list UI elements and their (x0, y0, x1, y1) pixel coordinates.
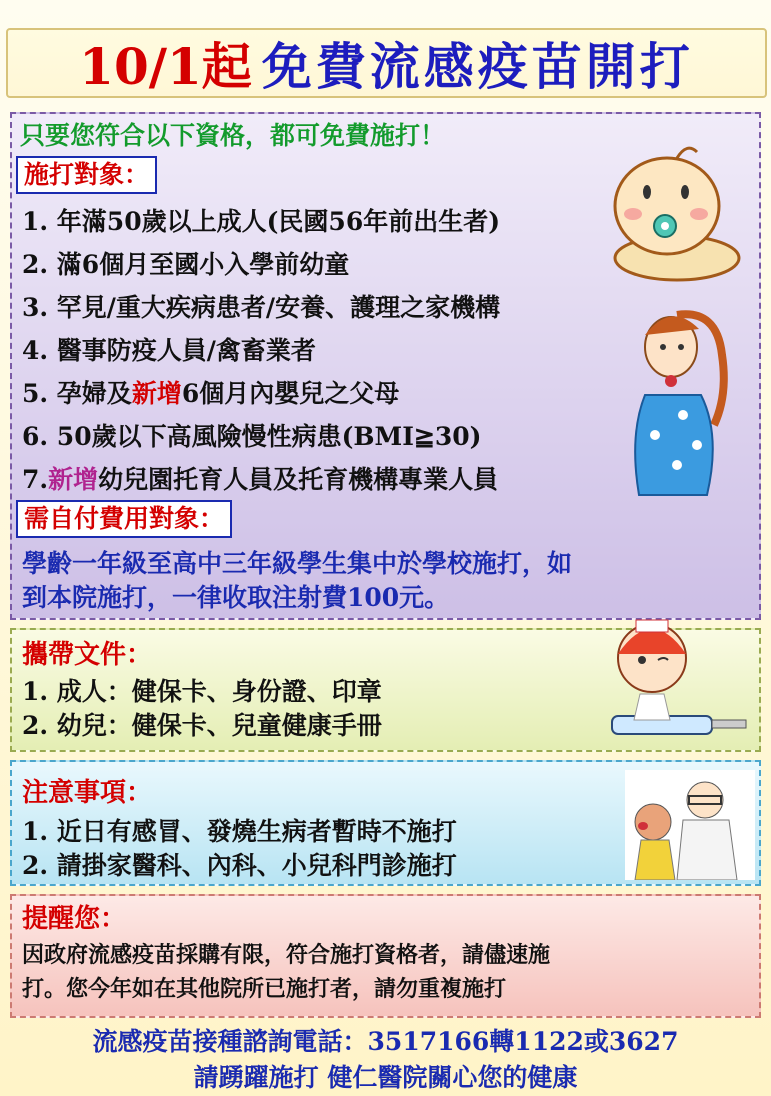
documents-item-2: 2. 幼兒：健保卡、兒童健康手冊 (22, 711, 382, 740)
footer-phone: 流感疫苗接種諮詢電話：3517166轉1122或3627 (92, 1027, 679, 1056)
reminder-heading: 提醒您： (22, 904, 127, 934)
eligibility-intro: 只要您符合以下資格，都可免費施打！ (20, 121, 446, 150)
title-date: 10/1起 (79, 37, 252, 96)
pregnant-woman-illustration (625, 305, 735, 510)
eligibility-item-3: 3. 罕見/重大疾病患者/安養、護理之家機構 (22, 293, 501, 322)
nurse-with-syringe-illustration (600, 610, 755, 750)
reminder-line-1: 因政府流感疫苗採購有限，符合施打資格者，請儘速施 (22, 942, 551, 968)
eligibility-heading: 施打對象： (16, 156, 157, 194)
notes-item-1: 1. 近日有感冒、發燒生病者暫時不施打 (22, 817, 457, 846)
self-pay-line-2: 到本院施打，一律收取注射費100元。 (22, 583, 450, 612)
baby-illustration (605, 140, 755, 290)
item5-text-b: 6個月內嬰兒之父母 (181, 379, 400, 408)
item5-text-a: 5. 孕婦及 (22, 379, 132, 408)
documents-heading: 攜帶文件： (22, 640, 153, 670)
notes-item-2: 2. 請掛家醫科、內科、小兒科門診施打 (22, 851, 457, 880)
self-pay-heading: 需自付費用對象： (16, 500, 232, 538)
footer-slogan: 請踴躍施打 健仁醫院關心您的健康 (193, 1063, 578, 1092)
documents-item-1: 1. 成人：健保卡、身份證、印章 (22, 677, 382, 706)
item7-new-badge: 新增 (48, 465, 99, 494)
eligibility-item-6: 6. 50歲以下高風險慢性病患(BMI≧30) (22, 422, 482, 451)
poster-title (6, 28, 767, 98)
self-pay-line-1: 學齡一年級至高中三年級學生集中於學校施打，如 (22, 549, 573, 578)
eligibility-item-4: 4. 醫事防疫人員/禽畜業者 (22, 336, 316, 365)
item5-new-badge: 新增 (131, 379, 182, 408)
eligibility-item-2: 2. 滿6個月至國小入學前幼童 (22, 250, 350, 279)
doctor-patient-illustration (625, 770, 755, 880)
eligibility-item-5 (22, 374, 399, 410)
title-main: 免費流感疫苗開打 (261, 37, 694, 96)
item7-text-a: 7. (22, 465, 49, 494)
reminder-line-2: 打。您今年如在其他院所已施打者，請勿重複施打 (22, 976, 507, 1002)
eligibility-item-1: 1. 年滿50歲以上成人(民國56年前出生者) (22, 207, 501, 236)
eligibility-item-7 (22, 460, 498, 496)
notes-heading: 注意事項： (22, 778, 153, 808)
item7-text-b: 幼兒園托育人員及托育機構專業人員 (98, 465, 499, 494)
